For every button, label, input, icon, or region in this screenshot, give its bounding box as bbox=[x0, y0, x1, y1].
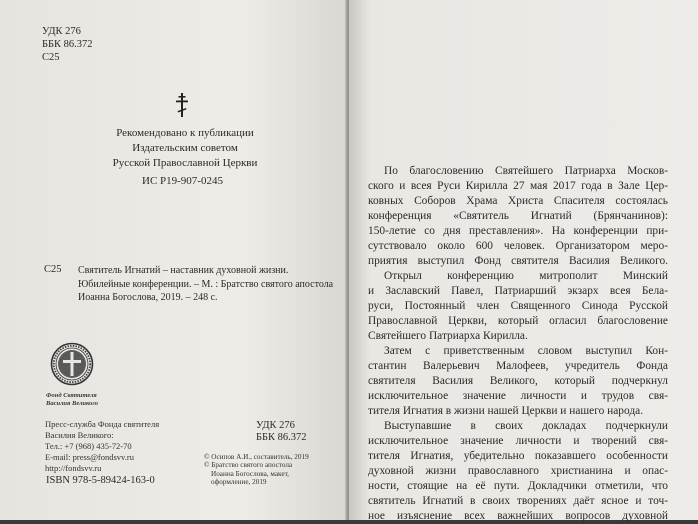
udk-top bbox=[42, 25, 93, 64]
recommendation-block bbox=[100, 126, 270, 171]
copyright-block bbox=[204, 453, 309, 486]
bbk-code: ББК 86.372 bbox=[256, 432, 307, 443]
copyright-line: © Осипов А.И., составитель, 2019 bbox=[204, 453, 309, 461]
copyright-line: оформление, 2019 bbox=[211, 477, 267, 486]
text-line: По благословению Святейшего Патриарха Москов- bbox=[384, 165, 668, 177]
recommendation-line: Русской Православной Церкви bbox=[112, 157, 258, 169]
text-line: святитель Игнатий в своих творениях даёт ясное и точ- bbox=[368, 495, 668, 507]
text-line: ковных Соборов Храма Христа Спасителя состоялась bbox=[368, 195, 668, 207]
bibliographic-description bbox=[78, 264, 333, 305]
press-phone: Тел.: +7 (968) 435-72-70 bbox=[45, 441, 132, 451]
fund-name-line: Фонд Святителя bbox=[46, 392, 97, 399]
text-line: ности, стоящие на её пути. Докладчики отметили, что bbox=[368, 480, 668, 492]
paragraph bbox=[368, 344, 668, 419]
press-website: http://fondsvv.ru bbox=[45, 463, 102, 473]
bbk-code: ББК 86.372 bbox=[42, 39, 93, 50]
text-line: стантин Валерьевич Малофеев, учредитель Фонда bbox=[368, 360, 668, 372]
text-line: приятия выступил Фонд святителя Василия Великого. bbox=[368, 255, 668, 267]
fund-name bbox=[46, 392, 98, 408]
copyright-line: Иоанна Богослова, макет, bbox=[211, 469, 289, 478]
body-text bbox=[368, 164, 668, 524]
text-line: духовной жизни православного христианина и опас- bbox=[368, 465, 668, 477]
text-line: тителя Игнатия в жизни нашей Церкви и нашего народа. bbox=[368, 405, 644, 417]
text-line: 150-летие со дня преставления». На конференции при- bbox=[368, 225, 668, 237]
text-line: исключительное значение личности и творений свя- bbox=[368, 435, 668, 447]
text-line: ное изъяснение всех важнейших вопросов духовной bbox=[368, 510, 668, 522]
text-line: Открыл конференцию митрополит Минский bbox=[384, 270, 668, 282]
udk-bottom bbox=[256, 420, 307, 444]
fund-name-line: Василия Великого bbox=[46, 400, 98, 407]
text-line: Православной Церкви, который огласил благословение bbox=[368, 315, 668, 327]
bibliographic-line: Святитель Игнатий – наставник духовной жизни. bbox=[78, 265, 289, 276]
text-line: Выступавшие в своих докладах подчеркнули bbox=[384, 420, 668, 432]
paragraph bbox=[368, 419, 668, 524]
text-line: ского и всея Руси Кирилла 27 мая 2017 года в Зале Цер- bbox=[368, 180, 668, 192]
udk-code: УДК 276 bbox=[256, 420, 295, 431]
isbn: ISBN 978-5-89424-163-0 bbox=[46, 475, 155, 486]
press-email: E-mail: press@fondsvv.ru bbox=[45, 452, 134, 462]
text-line: конференция «Святитель Игнатий (Брянчанинов): bbox=[368, 210, 668, 222]
approval-number: ИС Р19-907-0245 bbox=[142, 175, 223, 187]
press-service-contacts bbox=[45, 419, 159, 474]
text-line: тителя Игнатия, убедительно показавшего особенности bbox=[368, 450, 668, 462]
press-line: Пресс-служба Фонда святителя bbox=[45, 419, 160, 429]
text-line: и Заславский Павел, Патриарший экзарх всея Бела- bbox=[368, 285, 668, 297]
fund-emblem-icon bbox=[50, 342, 94, 386]
text-line: руси, Постоянный член Священного Синода Русской bbox=[368, 300, 668, 312]
press-line: Василия Великого: bbox=[45, 430, 114, 440]
bibliographic-line: Юбилейные конференции. – М. : Братство святого апостола bbox=[78, 278, 334, 290]
text-line: Святейшего Патриарха Кирилла. bbox=[368, 330, 528, 342]
text-line: Затем с приветственным словом выступил Кон- bbox=[384, 345, 668, 357]
text-line: сутствовало около 600 человек. Организатором меро- bbox=[368, 240, 668, 252]
recommendation-line: Издательским советом bbox=[132, 142, 238, 154]
catalog-code: С25 bbox=[44, 264, 62, 275]
text-line: святителя Василия Великого, который подчеркнул bbox=[368, 375, 668, 387]
text-line: исключительное значение личности и трудов свя- bbox=[368, 390, 668, 402]
copyright-line: © Братство святого апостола bbox=[204, 461, 293, 470]
author-sign: С25 bbox=[42, 52, 60, 63]
left-page bbox=[0, 0, 347, 520]
recommendation-line: Рекомендовано к публикации bbox=[116, 127, 254, 139]
bibliographic-line: Иоанна Богослова, 2019. – 248 с. bbox=[78, 292, 218, 303]
orthodox-cross-icon bbox=[175, 93, 189, 117]
paragraph bbox=[368, 269, 668, 344]
udk-code: УДК 276 bbox=[42, 26, 81, 37]
paragraph bbox=[368, 164, 668, 269]
